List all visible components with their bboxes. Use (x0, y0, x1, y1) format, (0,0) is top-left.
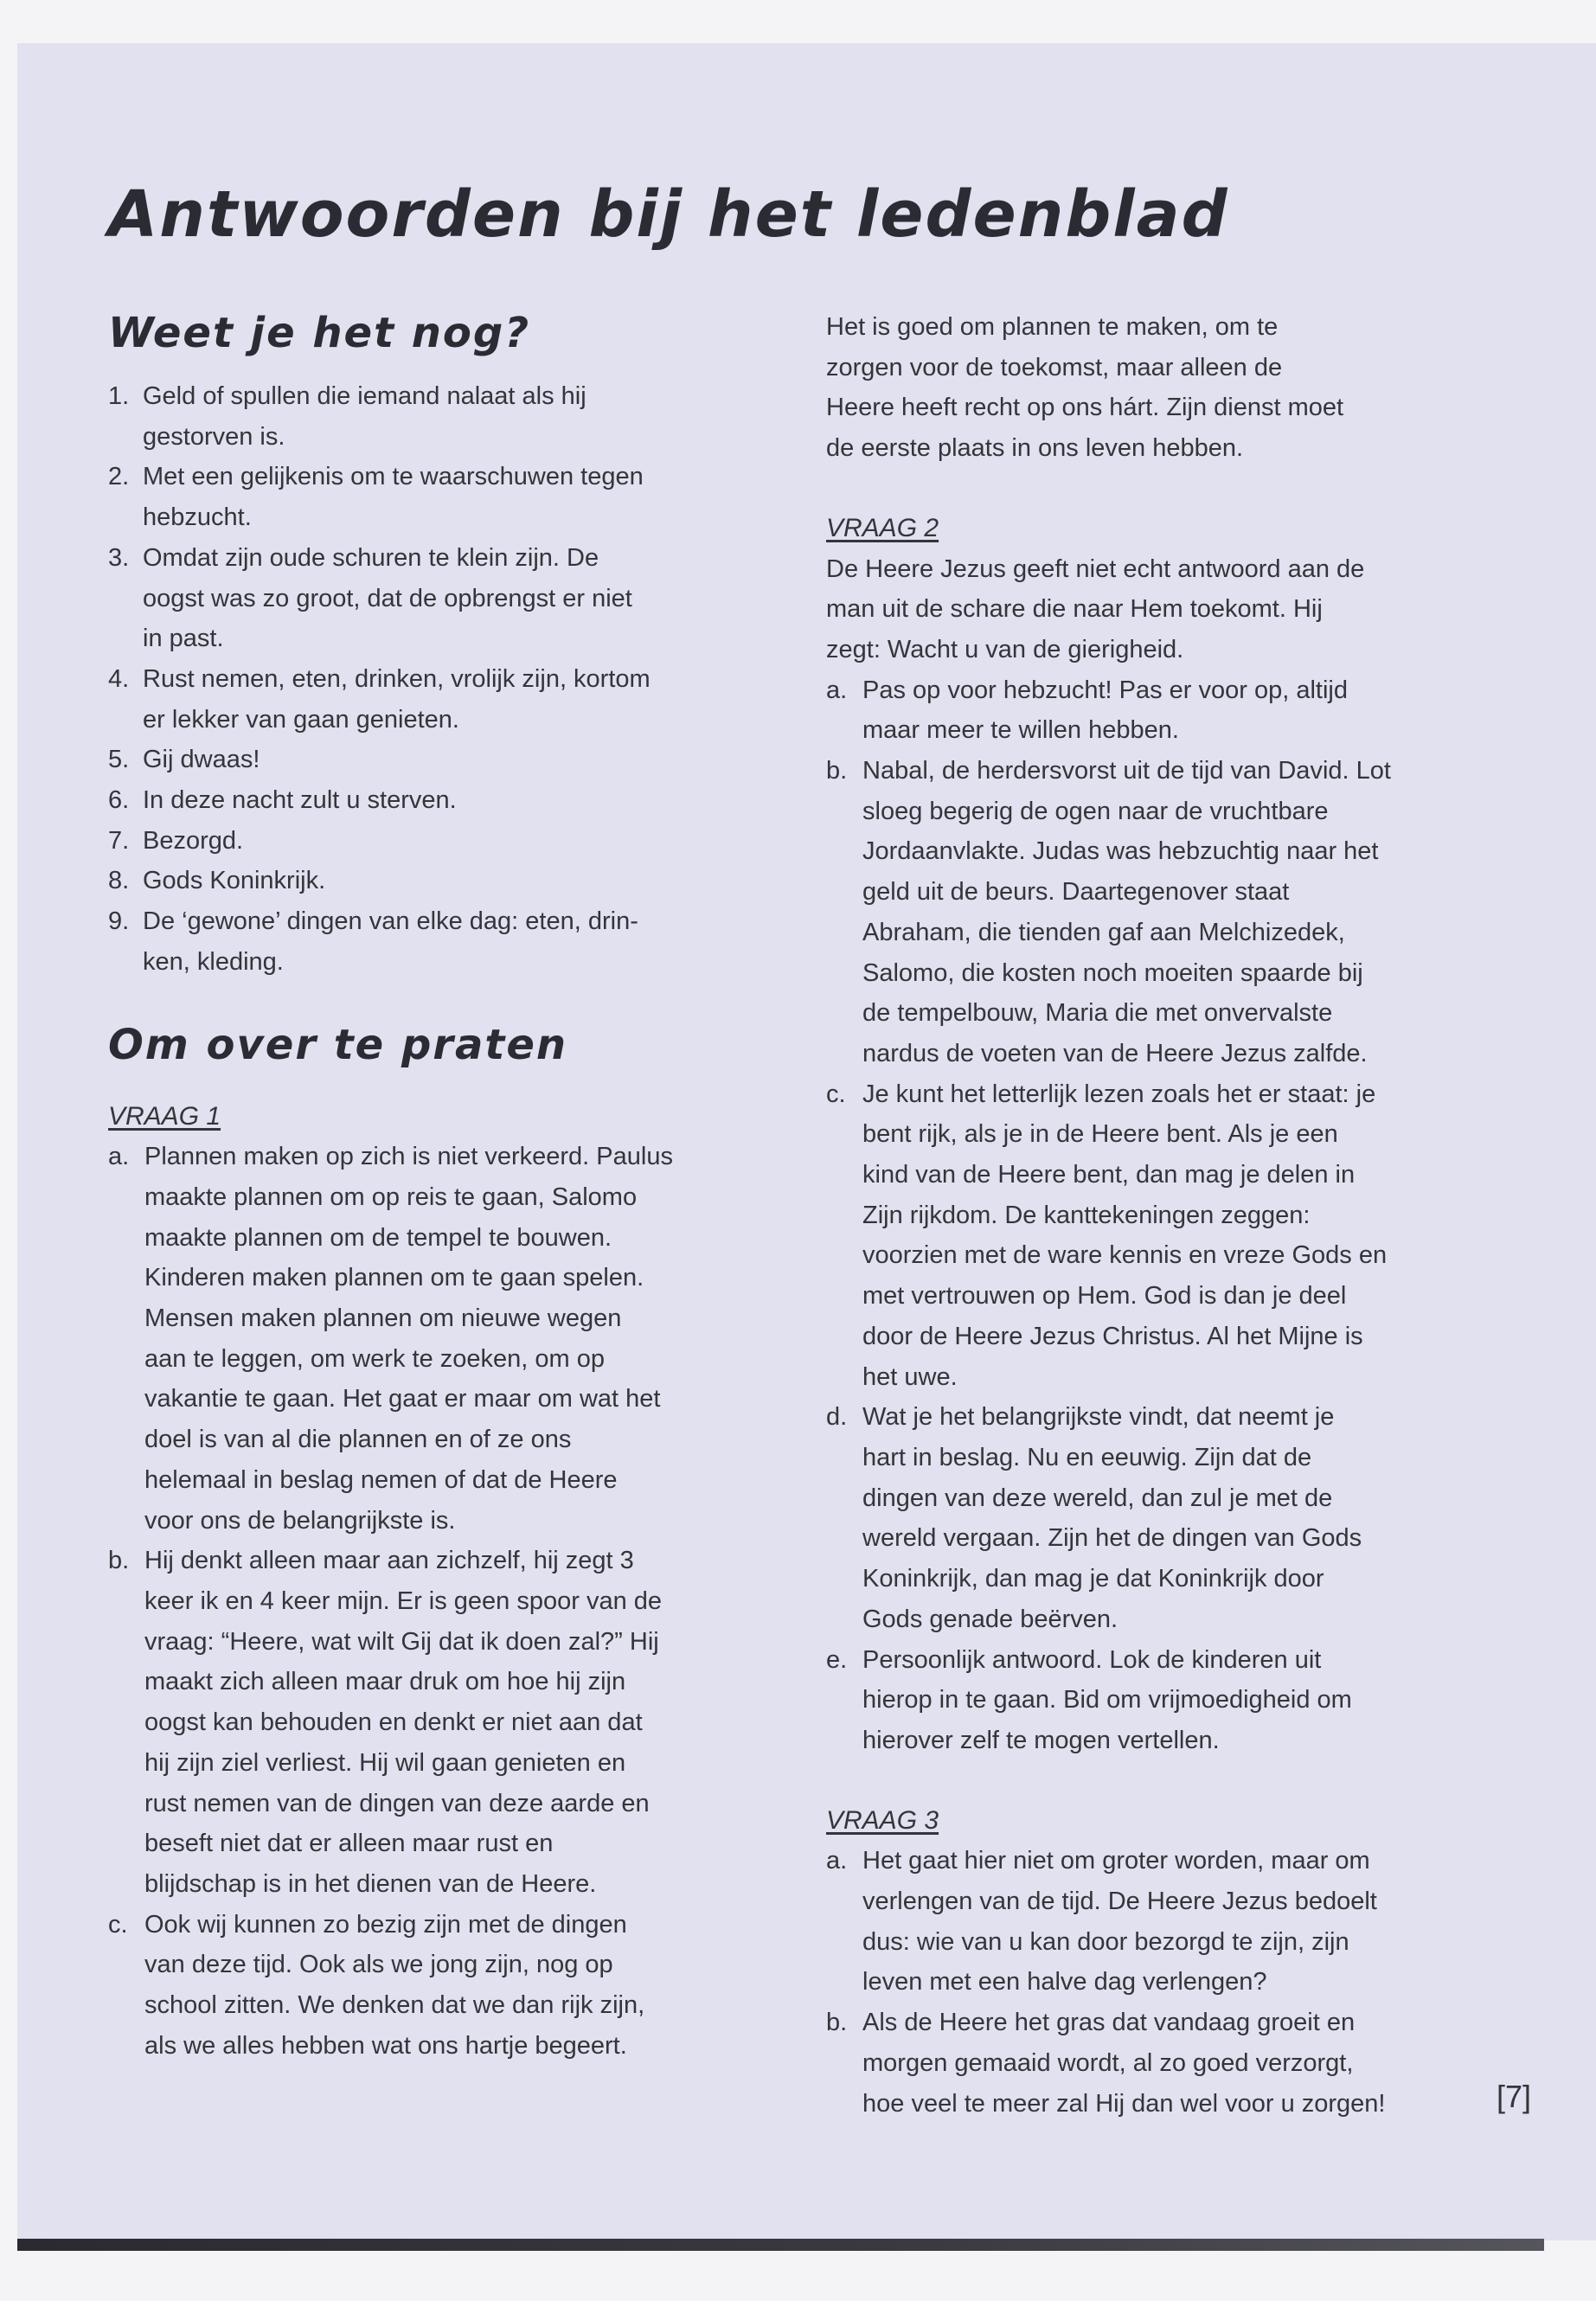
answers-list (108, 376, 761, 983)
list-item (108, 821, 761, 862)
page-number: [7] (1497, 2079, 1532, 2114)
vraag-1-label: VRAAG 1 (108, 1101, 221, 1131)
vraag-2-intro: De Heere Jezus geeft niet echt antwoord aan de man uit de schare die naar Hem toekomt. Hij zegt: Wacht u van de gierigheid. (826, 554, 1365, 663)
list-item (826, 751, 1484, 1074)
item-number: 2. (108, 463, 130, 491)
item-letter: e. (826, 1645, 848, 1674)
item-text: Als de Heere het gras dat vandaag groeit en morgen gemaaid wordt, al zo goed verzorgt, hoe veel te meer zal Hij dan wel voor u zorgen! (862, 2009, 1386, 2118)
list-item (826, 1397, 1484, 1639)
spacer (826, 1761, 1484, 1801)
list-item (826, 1074, 1484, 1398)
list-item (826, 1640, 1484, 1761)
list-item (108, 780, 761, 821)
item-number: 8. (108, 867, 130, 895)
item-text: Het gaat hier niet om groter worden, maar om verlengen van de tijd. De Heere Jezus bedoelt dus: wie van u kan door bezorgd te zijn, zijn leven met een halve dag verlengen? (862, 1847, 1377, 1997)
list-item (108, 1905, 761, 2067)
item-number: 3. (108, 543, 130, 572)
item-text: Je kunt het letterlijk lezen zoals het er staat: je bent rijk, als je in de Heere bent. Als je een kind van de Heere bent, dan mag je delen in Zijn rijkdom. De kanttekeningen zeggen: voorzien met de ware kennis en vreze Gods en met vertrouwen op Hem. God is dan je deel door de Heere Jezus Christus. Al het Mijne is het uwe. (862, 1080, 1388, 1391)
item-number: 9. (108, 907, 130, 936)
item-text: Ook wij kunnen zo bezig zijn met de dingen van deze tijd. Ook als we jong zijn, nog op school zitten. We denken dat we dan rijk zijn, als we alles hebben wat ons hartje begeert. (144, 1910, 645, 2060)
right-column (826, 307, 1484, 2124)
left-column (108, 307, 761, 2066)
item-text: Geld of spullen die iemand nalaat als hij gestorven is. (143, 382, 586, 451)
vraag-1-continuation: Het is goed om plannen te maken, om te zorgen voor de toekomst, maar alleen de Heere heeft recht op ons hárt. Zijn dienst moet de eerste plaats in ons leven hebben. (826, 313, 1344, 463)
item-letter: a. (826, 676, 848, 704)
list-item (108, 1137, 761, 1541)
item-text: Gij dwaas! (143, 746, 260, 774)
item-text: Gods Koninkrijk. (143, 867, 326, 895)
item-text: Hij denkt alleen maar aan zichzelf, hij zegt 3 keer ik en 4 keer mijn. Er is geen spoor van de vraag: “Heere, wat wilt Gij dat ik doen zal?” Hij maakt zich alleen maar druk om hoe hij zijn oogst kan behouden en denkt er niet aan dat hij zijn ziel verliest. Hij wil gaan genieten en rust nemen van de dingen van deze aarde en beseft niet dat er alleen maar rust en blijdschap is in het dienen van de Heere. (144, 1547, 663, 1898)
list-item (108, 659, 761, 740)
item-text: Omdat zijn oude schuren te klein zijn. De oogst was zo groot, dat de opbrengst er niet in past. (143, 543, 632, 653)
list-item (826, 2003, 1484, 2124)
vraag-2-answers (826, 670, 1484, 1761)
vraag-3-label: VRAAG 3 (826, 1805, 939, 1835)
item-letter: c. (108, 1910, 128, 1939)
item-text: Plannen maken op zich is niet verkeerd. Paulus maakte plannen om op reis te gaan, Salomo maakte plannen om de tempel te bouwen. Kinderen maken plannen om te gaan spelen. Mensen maken plannen om nieuwe wegen aan te leggen, om werk te zoeken, om op vakantie te gaan. Het gaat er maar om wat het doel is van al die plannen en of ze ons helemaal in beslag nemen of dat de Heere voor ons de belangrijkste is. (144, 1143, 673, 1535)
item-text: De ‘gewone’ dingen van elke dag: eten, drin- ken, kleding. (143, 907, 638, 976)
list-item (826, 1841, 1484, 2003)
list-item (108, 538, 761, 659)
item-text: Rust nemen, eten, drinken, vrolijk zijn, kortom er lekker van gaan genieten. (143, 664, 651, 734)
list-item (108, 740, 761, 780)
item-letter: a. (826, 1847, 848, 1875)
spacer (826, 469, 1484, 509)
item-letter: b. (826, 757, 848, 785)
vraag-1-answers (108, 1137, 761, 2066)
list-item (108, 861, 761, 901)
list-item (826, 670, 1484, 751)
item-number: 7. (108, 826, 130, 855)
list-item (108, 901, 761, 982)
section-heading-weet-je-het-nog: Weet je het nog? (108, 309, 531, 357)
section-heading-om-over-te-praten: Om over te praten (108, 1020, 568, 1069)
item-text: Nabal, de herdersvorst uit de tijd van David. Lot sloeg begerig de ogen naar de vruchtbare Jordaanvlakte. Judas was hebzuchtig naar het geld uit de beurs. Daartegenover staat Abraham, die tienden gaf aan Melchizedek, Salomo, die kosten noch moeiten spaarde bij de tempelbouw, Maria die met onvervalste nardus de voeten van de Heere Jezus zalfde. (862, 757, 1391, 1067)
item-text: Wat je het belangrijkste vindt, dat neemt je hart in beslag. Nu en eeuwig. Zijn dat de dingen van deze wereld, dan zul je met de wereld vergaan. Zijn het de dingen van Gods Koninkrijk, dan mag je dat Koninkrijk door Gods genade beërven. (862, 1403, 1362, 1633)
item-text: Met een gelijkenis om te waarschuwen tegen hebzucht. (143, 463, 644, 532)
vraag-2-label: VRAAG 2 (826, 513, 939, 542)
item-text: Pas op voor hebzucht! Pas er voor op, altijd maar meer te willen hebben. (862, 676, 1348, 745)
item-letter: c. (826, 1080, 846, 1108)
item-number: 6. (108, 786, 130, 815)
item-letter: b. (826, 2009, 848, 2037)
list-item (108, 1541, 761, 1904)
page-title: Antwoorden bij het ledenblad (108, 177, 1229, 252)
item-text: In deze nacht zult u sterven. (143, 786, 457, 815)
item-text: Persoonlijk antwoord. Lok de kinderen uit hierop in te gaan. Bid om vrijmoedigheid om hierover zelf te mogen vertellen. (862, 1645, 1352, 1754)
item-letter: d. (826, 1403, 848, 1432)
bottom-border (17, 2239, 1544, 2251)
list-item (108, 457, 761, 537)
list-item (108, 376, 761, 457)
item-letter: b. (108, 1547, 130, 1575)
item-number: 4. (108, 664, 130, 693)
item-letter: a. (108, 1143, 130, 1171)
item-text: Bezorgd. (143, 826, 244, 855)
vraag-3-answers (826, 1841, 1484, 2124)
item-number: 1. (108, 382, 130, 410)
item-number: 5. (108, 746, 130, 774)
